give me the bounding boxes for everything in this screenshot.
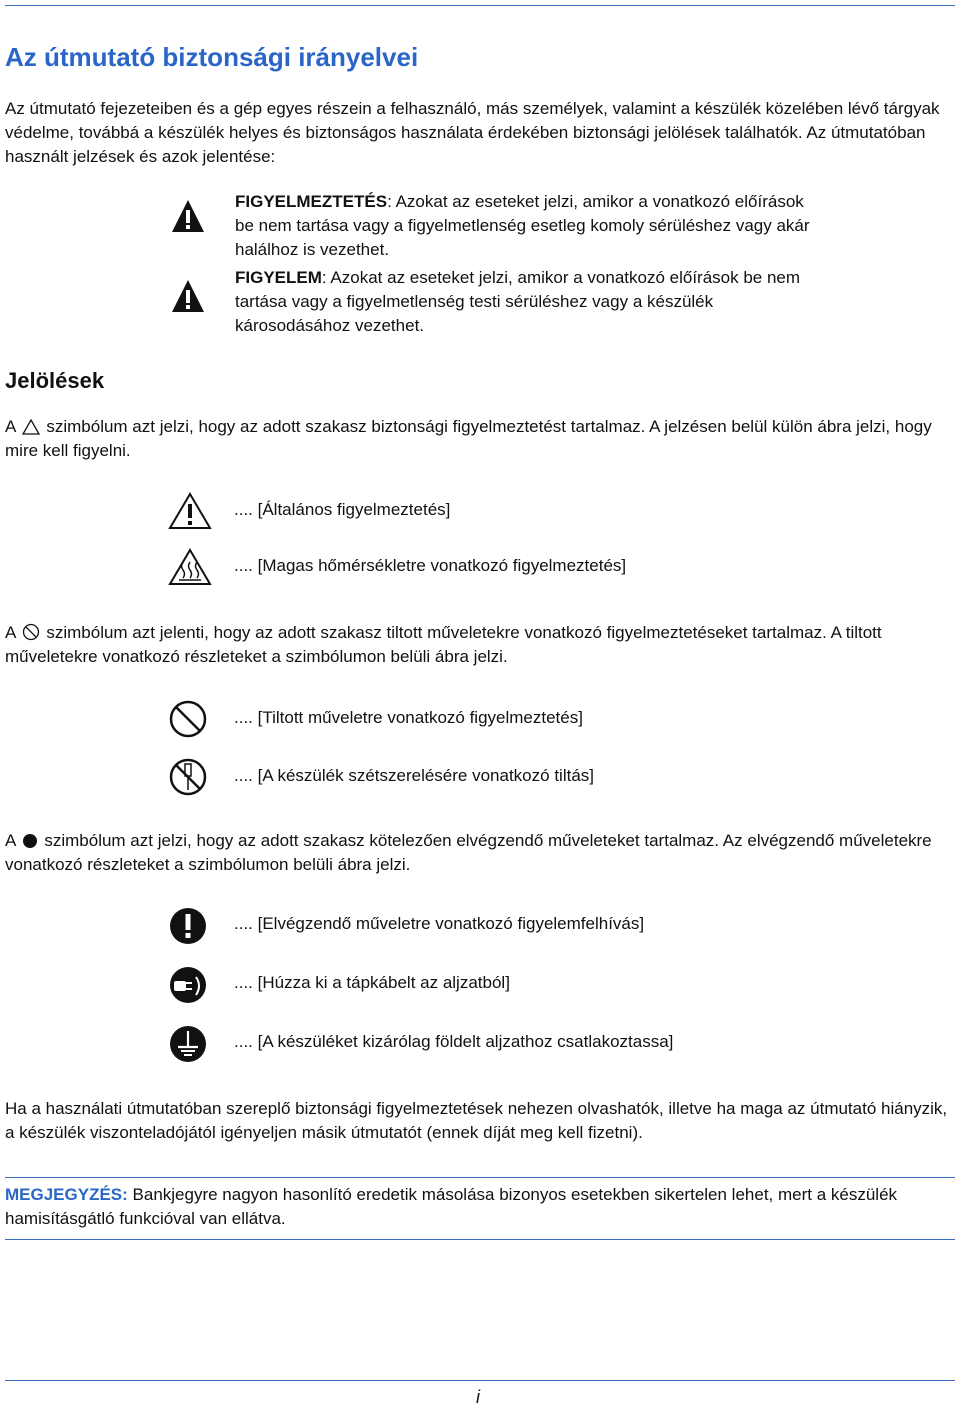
general-warning-icon [168,492,212,530]
symbol-row [168,906,868,946]
warning-description: : Azokat az eseteket jelzi, amikor a vonatkozó előírások be nem tartása vagy a figyelmetlenség esetleg komoly sérüléshez vagy akár halálhoz is vezethet. [235,192,810,259]
triangle-paragraph [5,415,955,463]
ground-icon [168,1024,210,1064]
footer-rule [5,1380,955,1381]
warning-legend [235,190,825,342]
intro-paragraph: Az útmutató fejezeteiben és a gép egyes részein a felhasználó, más személyek, valamint a készülék közelében lévő tárgyak védelme, továbbá a készülék helyes és biztonságos használata érdekében biztonsági jelölések találhatók. Az útmutatóban használt jelzések és azok jelentése: [5,99,940,166]
page-title: Az útmutató biztonsági irányelvei [5,42,419,72]
mandatory-action-icon [168,906,210,946]
filled-circle-icon [22,833,38,849]
caution-description: : Azokat az eseteket jelzi, amikor a vonatkozó előírások be nem tartása vagy a figyelmetlenség testi sérüléshez vagy a készülék károsodásához vezethet. [235,268,801,335]
symbol-description: .... [Tiltott műveletre vonatkozó figyelmeztetés] [234,708,583,727]
page-number: i [476,1387,480,1407]
symbol-description: .... [Elvégzendő műveletre vonatkozó figyelemfelhívás] [234,914,645,933]
header-rule [5,5,955,6]
note-top-rule [5,1177,955,1178]
symbol-description: .... [Húzza ki a tápkábelt az aljzatból] [234,973,510,992]
caution-legend-item [235,266,825,338]
mandatory-paragraph [5,829,955,877]
prohibit-para-lead: A [5,623,17,642]
symbol-row [168,965,868,1005]
note-box [5,1183,955,1231]
outline-prohibit-icon [22,623,40,641]
warning-label: FIGYELMEZTETÉS [235,192,388,211]
warning-legend-item [235,190,825,262]
prohibit-paragraph [5,621,955,669]
symbol-row [168,548,868,588]
symbol-description: .... [A készülék szétszerelésére vonatkozó tiltás] [234,766,594,785]
no-disassembly-icon [168,758,210,798]
note-text: Bankjegyre nagyon hasonlító eredetik másolása bizonyos esetekben sikertelen lehet, mert a készülék hamisításgátló funkcióval van ellátva. [5,1185,898,1228]
symbol-row [168,758,868,798]
outline-triangle-icon [22,419,40,435]
symbol-row [168,700,868,740]
unplug-icon [168,965,210,1005]
note-bottom-rule [5,1239,955,1240]
triangle-para-lead: A [5,417,17,436]
section-heading: Jelölések [5,368,105,393]
closing-paragraph: Ha a használati útmutatóban szereplő biztonsági figyelmeztetések nehezen olvashatók, illetve ha maga az útmutató hiányzik, a készülék viszonteladójától igényeljen másik útmutatót (ennek díját meg kell fizetni). [5,1099,948,1142]
symbol-row [168,492,868,532]
caution-triangle-icon [170,278,206,314]
symbol-description: .... [Magas hőmérsékletre vonatkozó figyelmeztetés] [234,556,627,575]
note-label: MEGJEGYZÉS: [5,1185,128,1204]
symbol-description: .... [Általános figyelmeztetés] [234,500,451,519]
warning-triangle-icon [170,198,206,234]
symbol-row [168,1024,868,1064]
prohibit-para-text: szimbólum azt jelenti, hogy az adott szakasz tiltott műveletekre vonatkozó figyelmeztetéseket tartalmaz. A tiltott műveletekre vonatkozó részleteket a szimbólumon belüli ábra jelzi. [5,623,882,666]
triangle-para-text: szimbólum azt jelzi, hogy az adott szakasz biztonsági figyelmeztetést tartalmaz. A jelzésen belül külön ábra jelzi, hogy mire kell figyelni. [5,417,932,460]
prohibited-icon [168,700,210,740]
caution-label: FIGYELEM [235,268,322,287]
symbol-description: .... [A készüléket kizárólag földelt aljzathoz csatlakoztassa] [234,1032,674,1051]
high-temperature-icon [168,548,212,586]
mandatory-para-lead: A [5,831,17,850]
mandatory-para-text: szimbólum azt jelzi, hogy az adott szakasz kötelezően elvégzendő műveleteket tartalmaz. Az elvégzendő műveletekre vonatkozó részleteket a szimbólumon belüli ábra jelzi. [5,831,932,874]
